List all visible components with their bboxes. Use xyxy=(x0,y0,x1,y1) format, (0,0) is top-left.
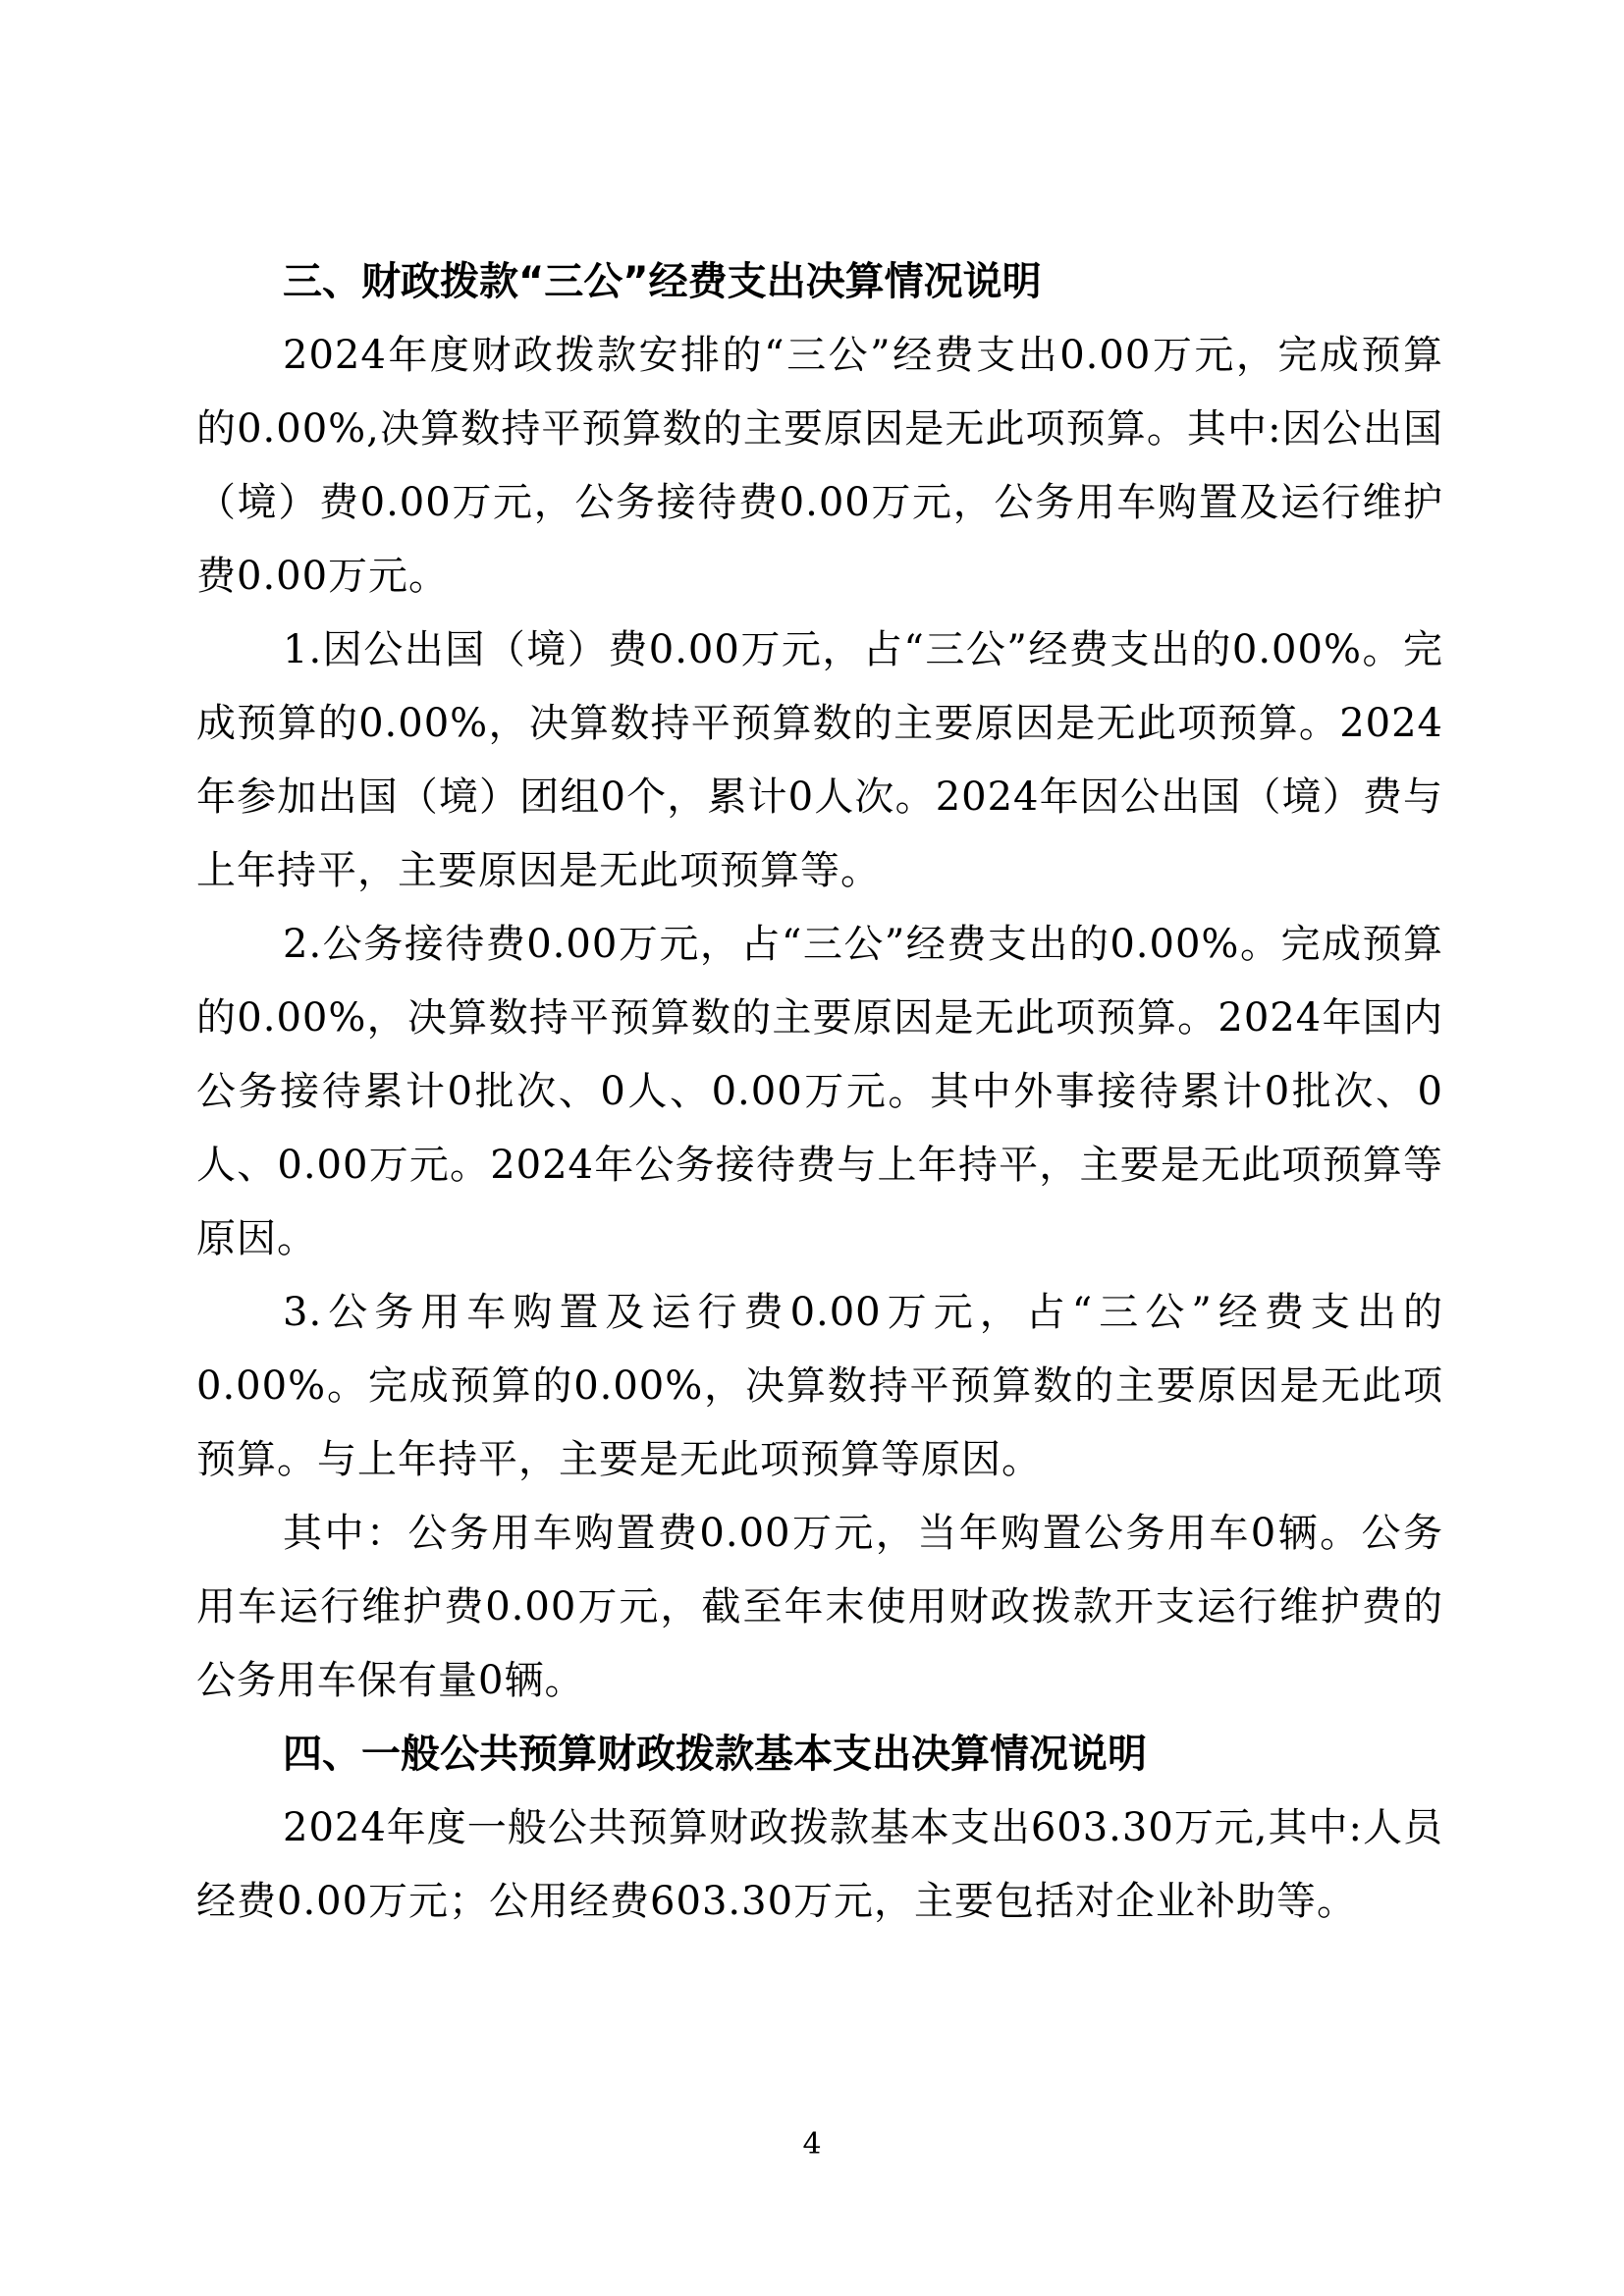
section-3-heading: 三、财政拨款“三公”经费支出决算情况说明 xyxy=(283,259,1042,304)
section-4-paragraph-basic-expenditure: 2024年度一般公共预算财政拨款基本支出603.30万元,其中:人员经费0.00万元；公用经费603.30万元，主要包括对企业补助等。 xyxy=(196,1805,1443,1924)
page-number: 4 xyxy=(802,2127,822,2162)
section-3-paragraph-vehicles-detail: 其中：公务用车购置费0.00万元，当年购置公务用车0辆。公务用车运行维护费0.00万元，截至年末使用财政拨款开支运行维护费的公务用车保有量0辆。 xyxy=(196,1511,1443,1703)
page-content xyxy=(196,245,1443,1939)
section-4-heading: 四、一般公共预算财政拨款基本支出决算情况说明 xyxy=(283,1732,1147,1777)
section-3-paragraph-reception: 2.公务接待费0.00万元，占“三公”经费支出的0.00%。完成预算的0.00%，决算数持平预算数的主要原因是无此项预算。2024年国内公务接待累计0批次、0人、0.00万元。其中外事接待累计0批次、0人、0.00万元。2024年公务接待费与上年持平，主要是无此项预算等原因。 xyxy=(196,922,1443,1261)
section-3-paragraph-intro: 2024年度财政拨款安排的“三公”经费支出0.00万元，完成预算的0.00%,决算数持平预算数的主要原因是无此项预算。其中:因公出国（境）费0.00万元，公务接待费0.00万元，公务用车购置及运行维护费0.00万元。 xyxy=(196,333,1443,599)
section-3-paragraph-overseas-travel: 1.因公出国（境）费0.00万元，占“三公”经费支出的0.00%。完成预算的0.00%，决算数持平预算数的主要原因是无此项预算。2024年参加出国（境）团组0个，累计0人次。2024年因公出国（境）费与上年持平，主要原因是无此项预算等。 xyxy=(196,627,1443,893)
section-3-paragraph-vehicles: 3.公务用车购置及运行费0.00万元，占“三公”经费支出的0.00%。完成预算的0.00%，决算数持平预算数的主要原因是无此项预算。与上年持平，主要是无此项预算等原因。 xyxy=(196,1290,1443,1482)
